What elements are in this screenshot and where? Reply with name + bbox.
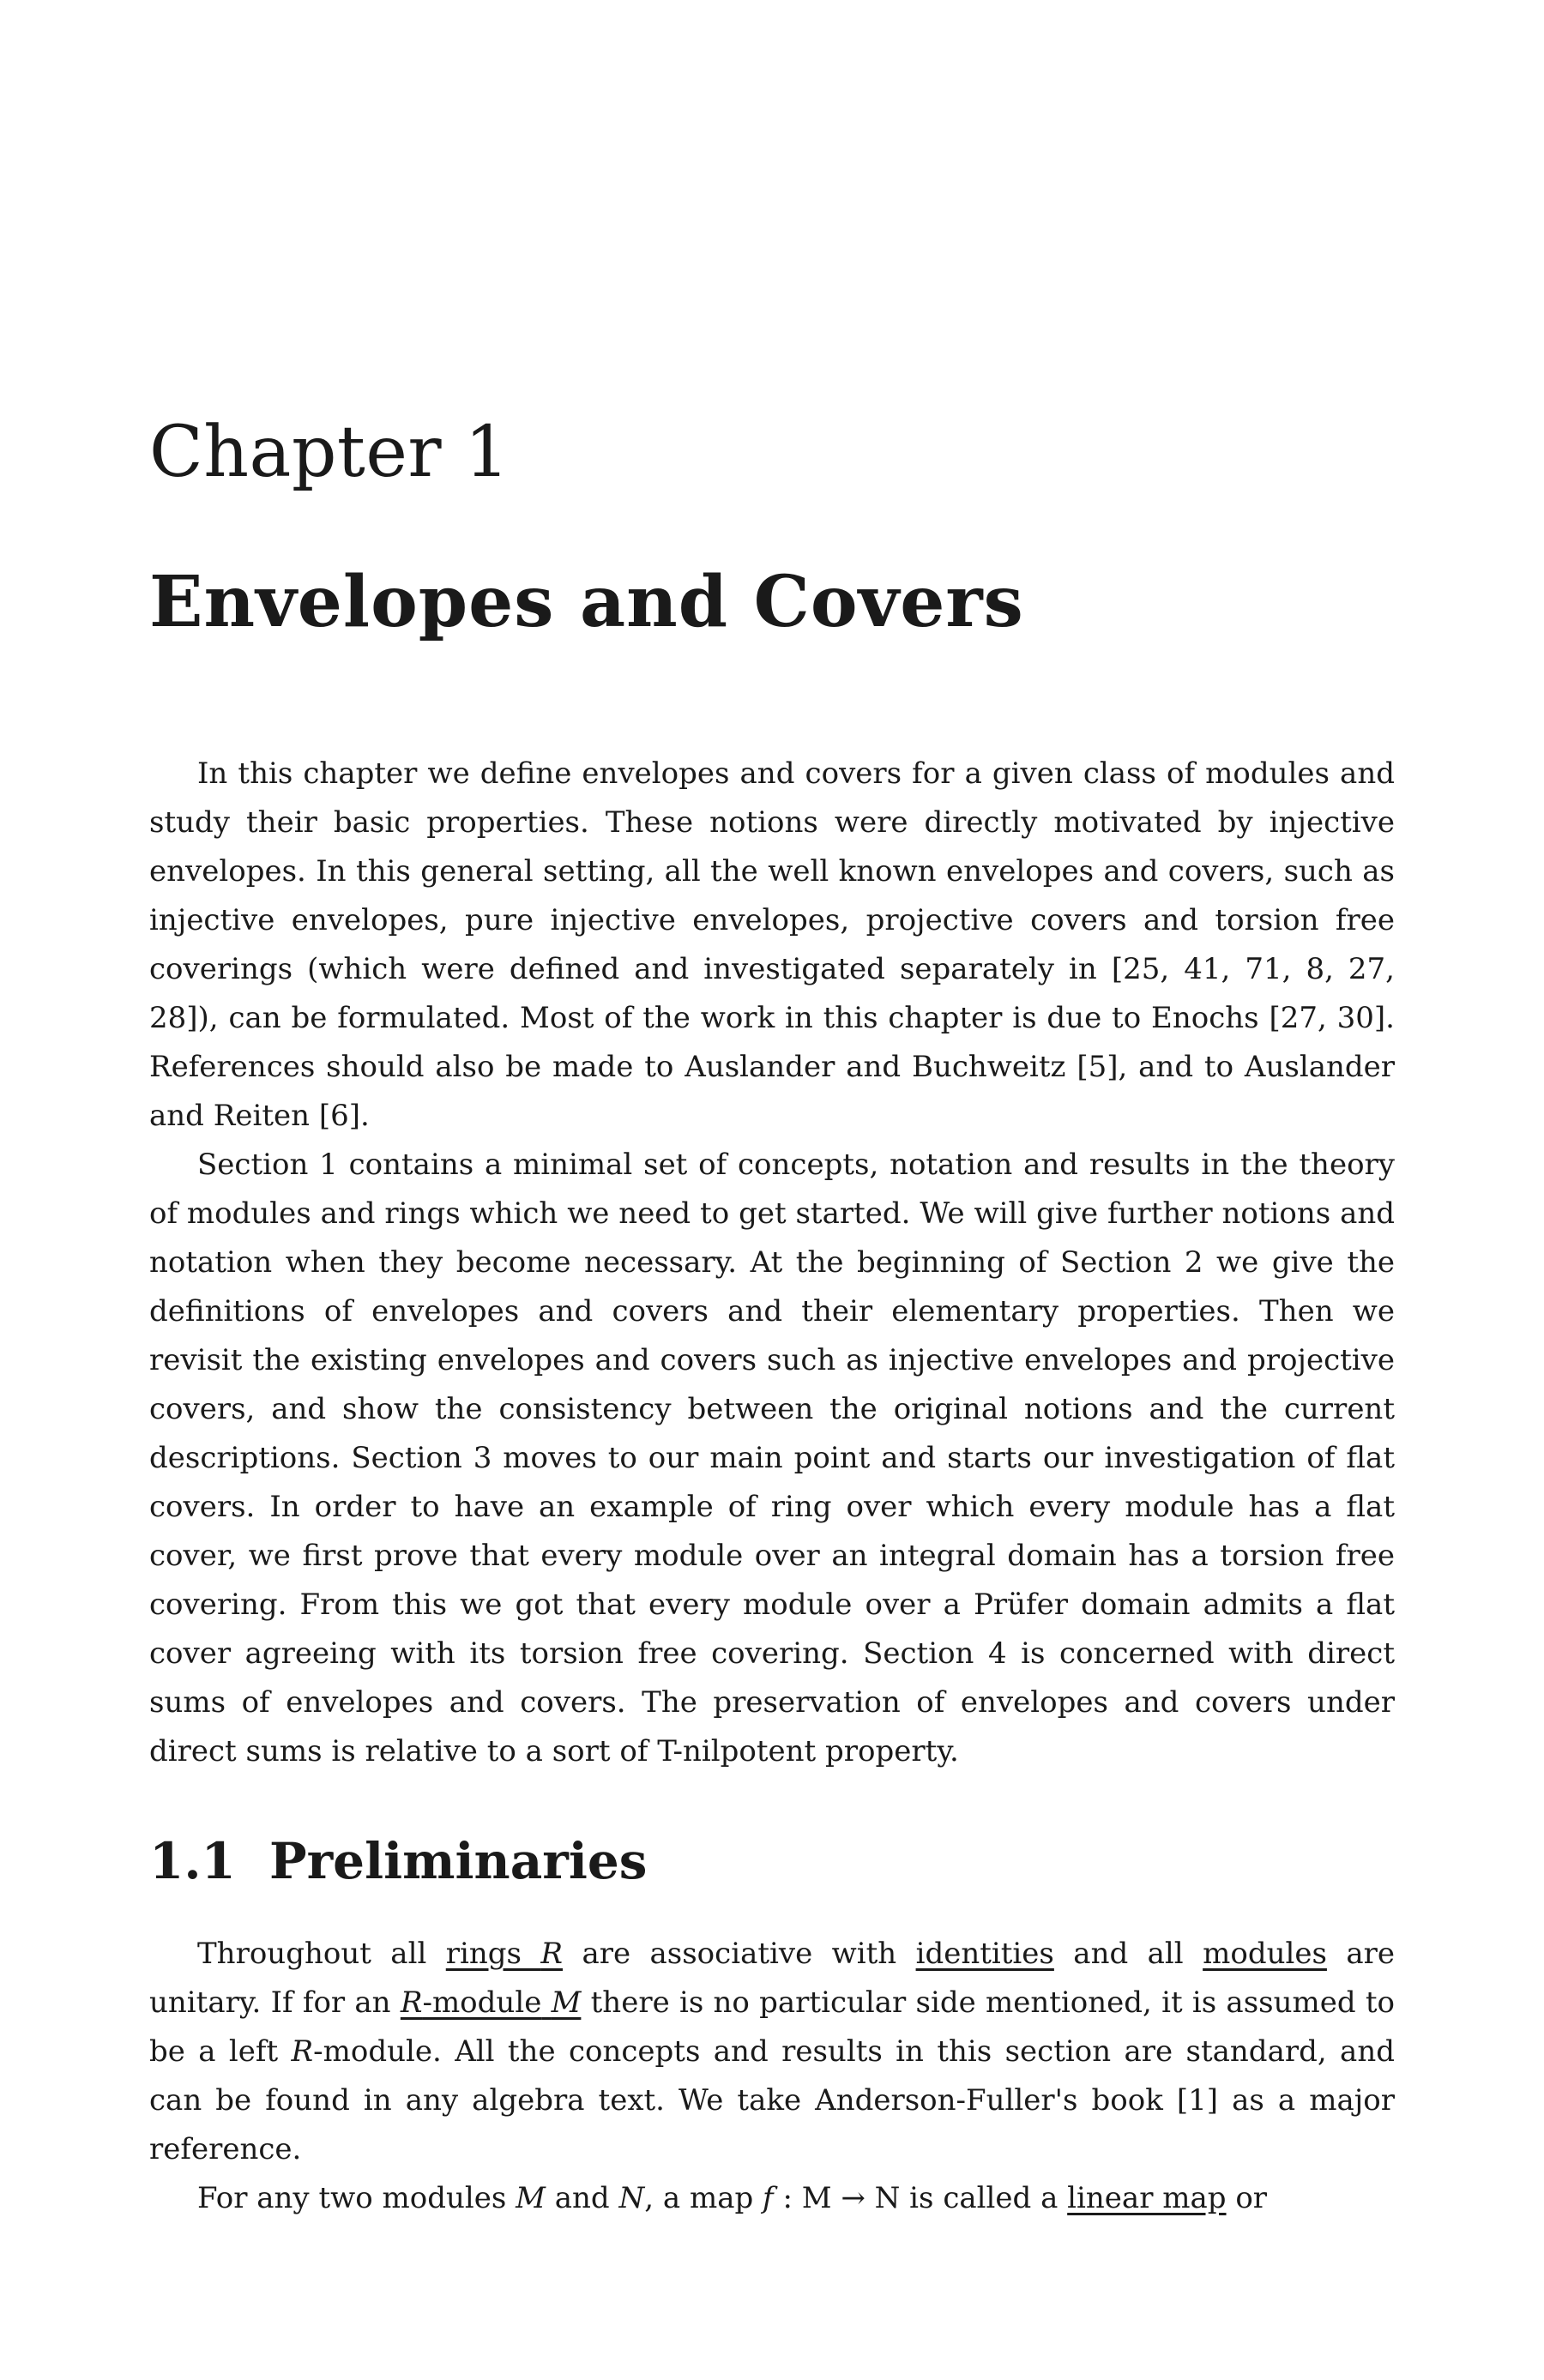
text-run: and — [545, 2181, 619, 2215]
term-linear-map: linear map — [1067, 2181, 1227, 2215]
section-number: 1.1 — [149, 1832, 236, 1890]
symbol-r: R — [400, 1985, 423, 2020]
preliminaries-text — [149, 1930, 1395, 2223]
term-rings — [446, 1937, 563, 1971]
chapter-introduction — [149, 750, 1395, 1776]
term-r-module-label: -module — [422, 1985, 542, 2020]
section-title: Preliminaries — [269, 1832, 648, 1890]
symbol-r: R — [291, 2034, 314, 2069]
text-run: are unitary. If for an — [149, 1937, 1396, 2020]
chapter-title: Envelopes and Covers — [149, 561, 1024, 643]
text-run: there is no particular side mentioned, it is assumed to be a left — [149, 1985, 1396, 2069]
prelim-paragraph-2 — [149, 2174, 1395, 2223]
text-run: : M → N is called a — [773, 2181, 1068, 2215]
symbol-m: M — [551, 1985, 582, 2020]
term-identities: identities — [915, 1937, 1054, 1971]
text-run: are associative with — [563, 1937, 916, 1971]
symbol-m: M — [516, 2181, 546, 2215]
intro-paragraph-2: Section 1 contains a minimal set of concepts, notation and results in the theory of modules and rings which we need to get started. We will give further notions and notation when they become necessary. At the beginning of Section 2 we give the definitions of envelopes and covers and their elementary properties. Then we revisit the existing envelopes and covers such as injective envelopes and projective covers, and show the consistency between the original notions and the current descriptions. Section 3 moves to our main point and starts our investigation of flat covers. In order to have an example of ring over which every module has a flat cover, we first prove that every module over an integral domain has a torsion free covering. From this we got that every module over a Prüfer domain admits a flat cover agreeing with its torsion free covering. Section 4 is concerned with direct sums of envelopes and covers. The preservation of envelopes and covers under direct sums is relative to a sort of T-nilpotent property. — [149, 1148, 1395, 1768]
symbol-r: R — [540, 1937, 564, 1971]
text-run: Throughout all — [197, 1937, 446, 1971]
term-r-module-m — [401, 1985, 582, 2020]
prelim-paragraph-1 — [149, 1930, 1395, 2174]
chapter-label: Chapter 1 — [149, 412, 510, 493]
text-run: , a map — [644, 2181, 763, 2215]
term-modules: modules — [1203, 1937, 1327, 1971]
text-run: For any two modules — [197, 2181, 516, 2215]
term-rings-label: rings — [445, 1937, 522, 1971]
symbol-n: N — [618, 2181, 645, 2215]
text-run: -module. All the concepts and results in this section are standard, and can be found in any algebra text. We take Anderson-Fuller's book [1] as a major reference. — [149, 2034, 1395, 2166]
section-heading — [149, 1827, 647, 1895]
intro-paragraph-1: In this chapter we define envelopes and covers for a given class of modules and study their basic properties. These notions were directly motivated by injective envelopes. In this general setting, all the well known envelopes and covers, such as injective envelopes, pure injective envelopes, projective covers and torsion free coverings (which were defined and investigated separately in [25, 41, 71, 8, 27, 28]), can be formulated. Most of the work in this chapter is due to Enochs [27, 30]. References should also be made to Auslander and Buchweitz [5], and to Auslander and Reiten [6]. — [149, 756, 1395, 1133]
text-run: or — [1226, 2181, 1268, 2215]
text-run: and all — [1053, 1937, 1203, 1971]
symbol-f: f — [763, 2181, 774, 2215]
